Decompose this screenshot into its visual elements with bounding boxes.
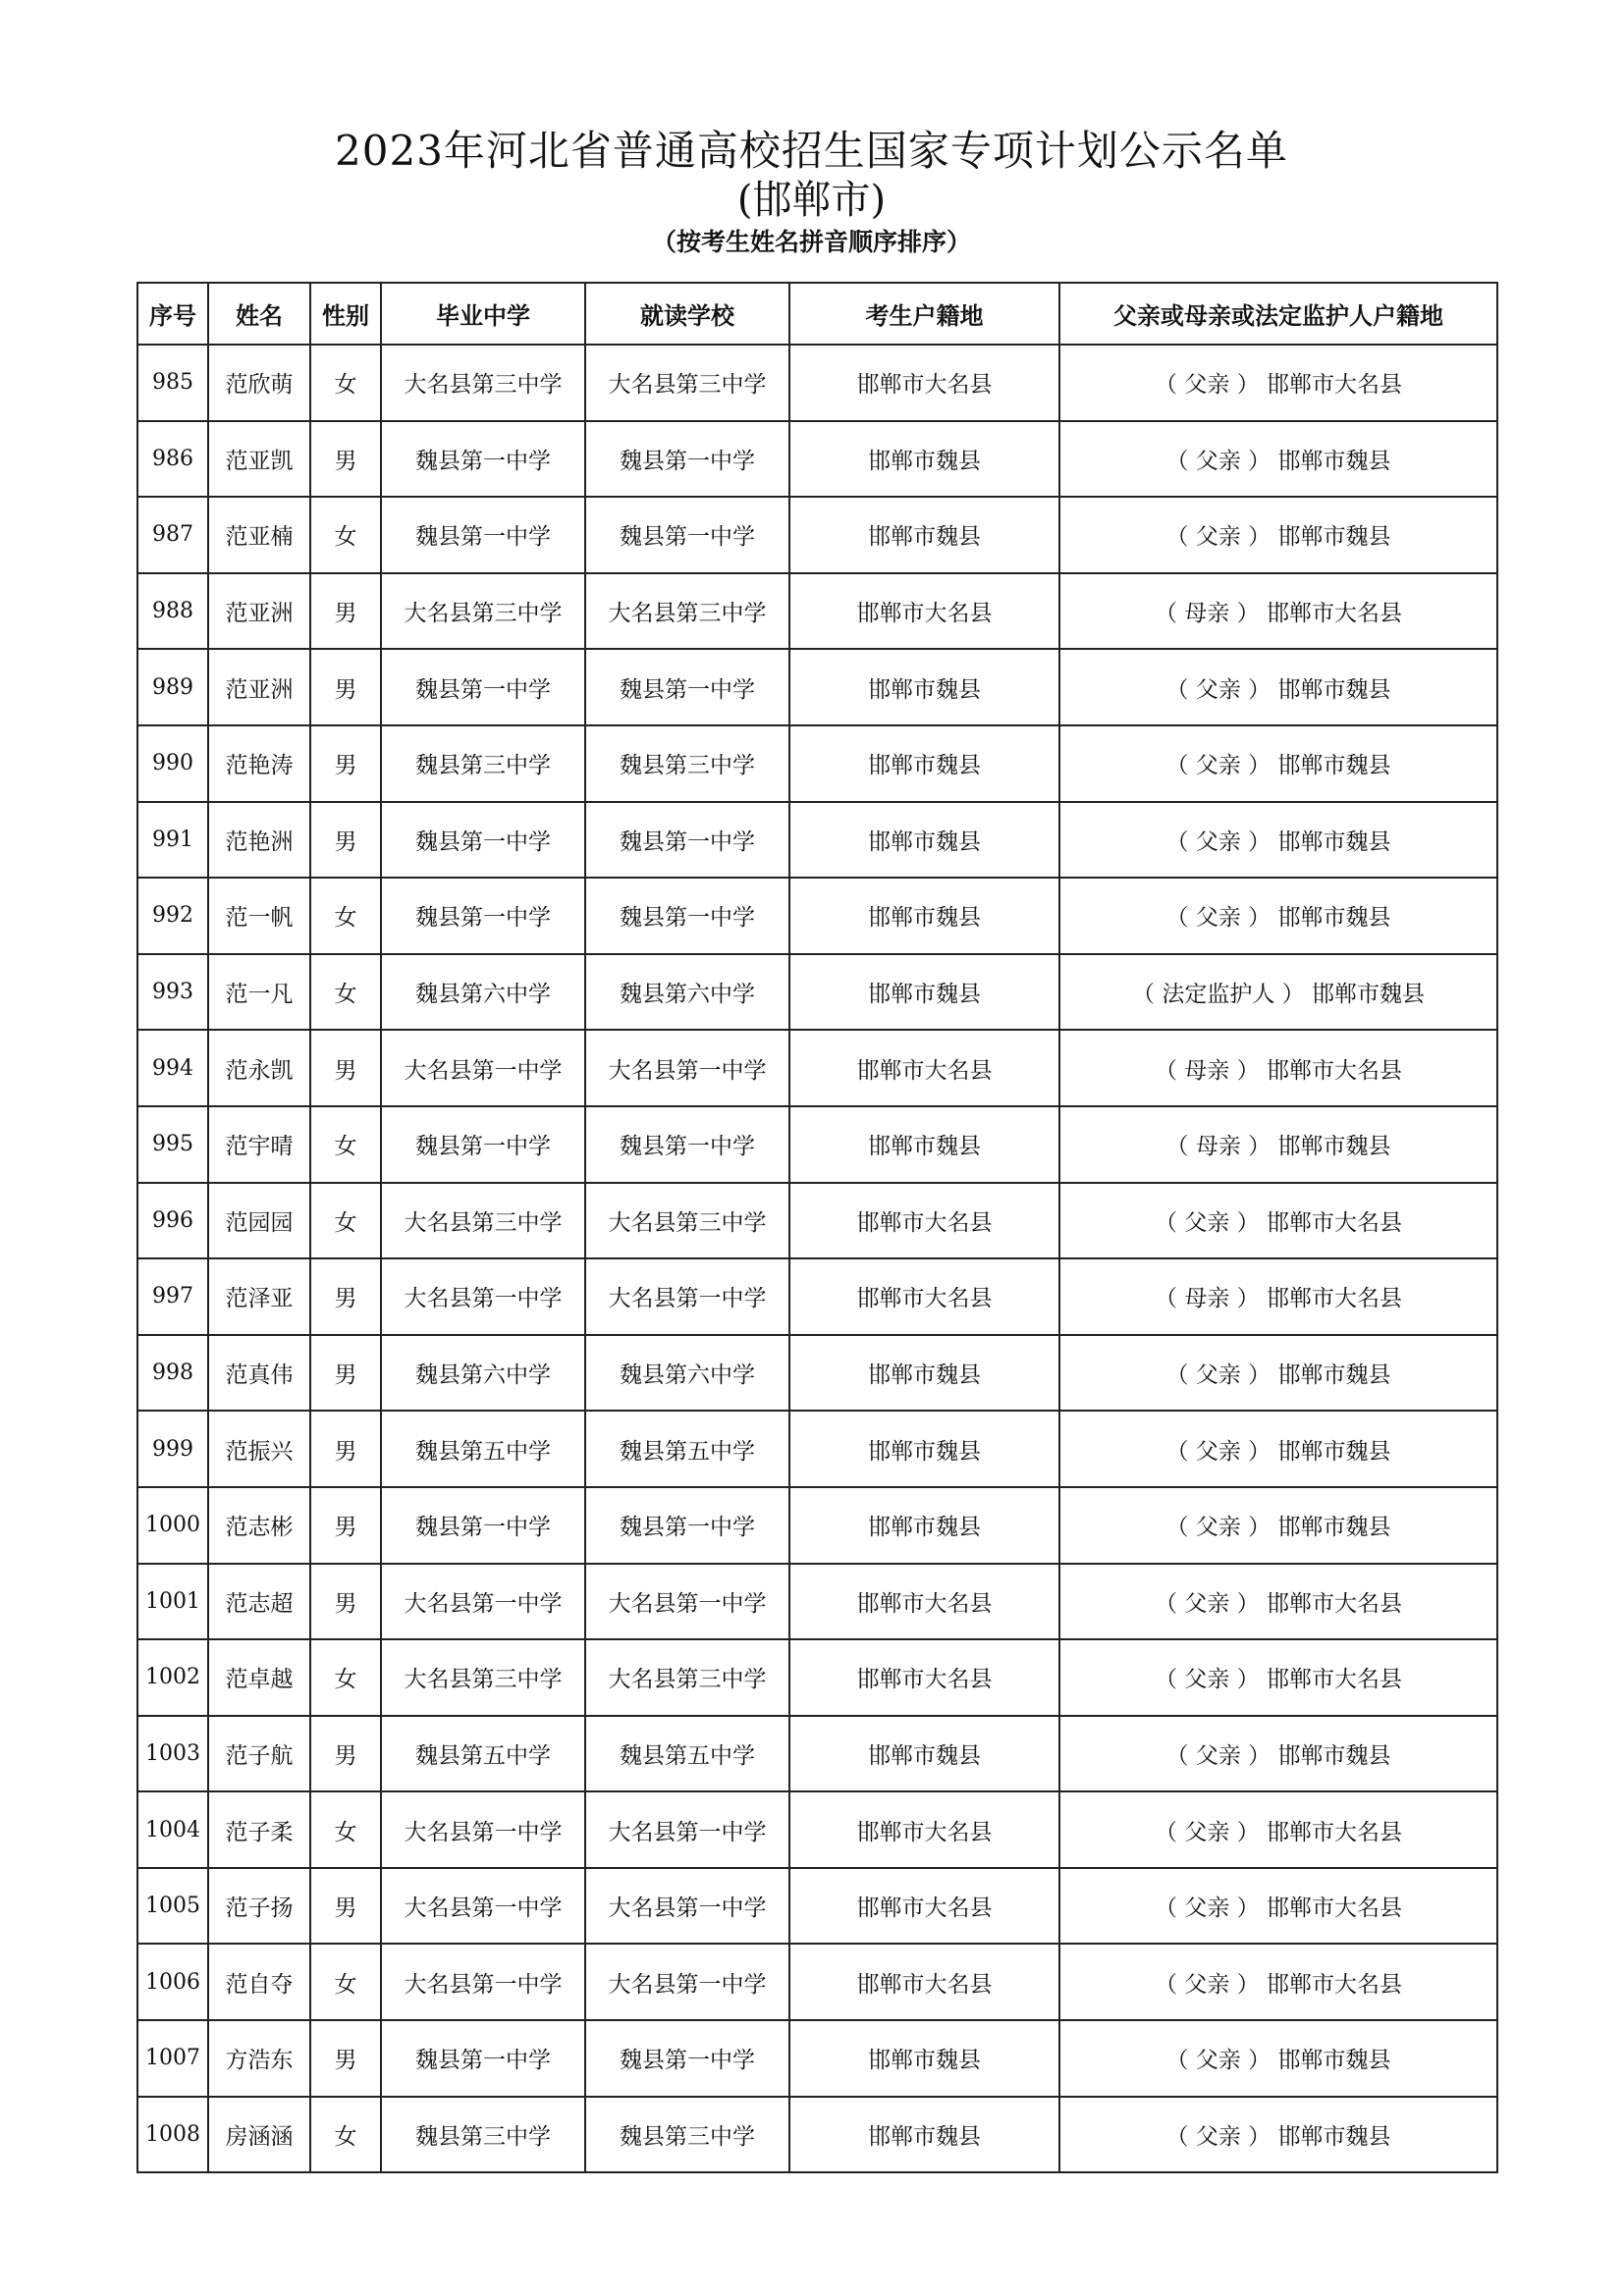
cell-guardian-hukou: （ 父亲 ） 邯郸市魏县 — [1059, 649, 1497, 725]
cell-hukou: 邯郸市魏县 — [789, 2097, 1059, 2173]
cell-current-school: 大名县第一中学 — [585, 1564, 789, 1640]
cell-gender: 女 — [310, 1639, 381, 1716]
cell-guardian-hukou: （ 父亲 ） 邯郸市魏县 — [1059, 2097, 1497, 2173]
cell-gender: 女 — [310, 1791, 381, 1868]
cell-gender: 男 — [310, 1411, 381, 1487]
cell-no: 1003 — [137, 1716, 208, 1792]
cell-current-school: 大名县第一中学 — [585, 1944, 789, 2020]
cell-current-school: 魏县第一中学 — [585, 1487, 789, 1564]
header-name: 姓名 — [208, 283, 310, 345]
cell-guardian-hukou: （ 父亲 ） 邯郸市魏县 — [1059, 1716, 1497, 1792]
cell-grad-school: 大名县第一中学 — [381, 1791, 585, 1868]
cell-guardian-hukou: （ 父亲 ） 邯郸市大名县 — [1059, 1791, 1497, 1868]
cell-gender: 男 — [310, 802, 381, 879]
cell-current-school: 魏县第三中学 — [585, 725, 789, 802]
cell-grad-school: 大名县第一中学 — [381, 1258, 585, 1335]
cell-guardian-hukou: （ 父亲 ） 邯郸市魏县 — [1059, 1411, 1497, 1487]
cell-grad-school: 大名县第三中学 — [381, 1639, 585, 1716]
cell-guardian-hukou: （ 父亲 ） 邯郸市魏县 — [1059, 2020, 1497, 2097]
cell-hukou: 邯郸市大名县 — [789, 573, 1059, 650]
table-row — [137, 954, 1497, 1031]
cell-name: 房涵涵 — [208, 2097, 310, 2173]
cell-grad-school: 魏县第三中学 — [381, 2097, 585, 2173]
cell-grad-school: 大名县第一中学 — [381, 1030, 585, 1106]
cell-no: 1000 — [137, 1487, 208, 1564]
cell-no: 1002 — [137, 1639, 208, 1716]
cell-gender: 女 — [310, 954, 381, 1031]
cell-hukou: 邯郸市魏县 — [789, 1335, 1059, 1412]
cell-grad-school: 魏县第一中学 — [381, 878, 585, 954]
table-row — [137, 1258, 1497, 1335]
cell-current-school: 大名县第三中学 — [585, 1183, 789, 1259]
cell-gender: 男 — [310, 421, 381, 498]
header-grad-school: 毕业中学 — [381, 283, 585, 345]
table-header-row — [137, 283, 1497, 345]
cell-current-school: 魏县第一中学 — [585, 802, 789, 879]
cell-no: 992 — [137, 878, 208, 954]
cell-hukou: 邯郸市魏县 — [789, 2020, 1059, 2097]
cell-gender: 男 — [310, 573, 381, 650]
cell-hukou: 邯郸市魏县 — [789, 954, 1059, 1031]
cell-no: 988 — [137, 573, 208, 650]
cell-name: 范泽亚 — [208, 1258, 310, 1335]
cell-guardian-hukou: （ 母亲 ） 邯郸市大名县 — [1059, 1030, 1497, 1106]
table-row — [137, 1183, 1497, 1259]
cell-gender: 女 — [310, 1183, 381, 1259]
cell-no: 1006 — [137, 1944, 208, 2020]
table-row — [137, 573, 1497, 650]
cell-hukou: 邯郸市魏县 — [789, 497, 1059, 573]
table-row — [137, 421, 1497, 498]
cell-gender: 男 — [310, 1716, 381, 1792]
cell-current-school: 魏县第一中学 — [585, 649, 789, 725]
cell-name: 范园园 — [208, 1183, 310, 1259]
cell-gender: 男 — [310, 1564, 381, 1640]
cell-name: 范志超 — [208, 1564, 310, 1640]
cell-name: 范真伟 — [208, 1335, 310, 1412]
cell-name: 范艳涛 — [208, 725, 310, 802]
cell-no: 994 — [137, 1030, 208, 1106]
cell-name: 范欣萌 — [208, 345, 310, 421]
cell-no: 1005 — [137, 1868, 208, 1945]
cell-current-school: 大名县第三中学 — [585, 573, 789, 650]
cell-name: 范亚洲 — [208, 573, 310, 650]
cell-grad-school: 魏县第一中学 — [381, 1487, 585, 1564]
cell-no: 989 — [137, 649, 208, 725]
cell-grad-school: 大名县第三中学 — [381, 1183, 585, 1259]
cell-guardian-hukou: （ 父亲 ） 邯郸市魏县 — [1059, 802, 1497, 879]
cell-current-school: 魏县第一中学 — [585, 2020, 789, 2097]
sort-note: （按考生姓名拼音顺序排序） — [651, 228, 971, 256]
cell-hukou: 邯郸市魏县 — [789, 802, 1059, 879]
header-hukou: 考生户籍地 — [789, 283, 1059, 345]
cell-guardian-hukou: （ 父亲 ） 邯郸市大名县 — [1059, 1639, 1497, 1716]
cell-grad-school: 大名县第三中学 — [381, 345, 585, 421]
cell-current-school: 魏县第三中学 — [585, 2097, 789, 2173]
cell-name: 范一凡 — [208, 954, 310, 1031]
header-current-school: 就读学校 — [585, 283, 789, 345]
cell-current-school: 魏县第六中学 — [585, 954, 789, 1031]
cell-hukou: 邯郸市魏县 — [789, 725, 1059, 802]
table-row — [137, 1944, 1497, 2020]
cell-guardian-hukou: （ 母亲 ） 邯郸市大名县 — [1059, 573, 1497, 650]
cell-guardian-hukou: （ 父亲 ） 邯郸市魏县 — [1059, 421, 1497, 498]
cell-grad-school: 魏县第一中学 — [381, 1106, 585, 1183]
cell-hukou: 邯郸市魏县 — [789, 1411, 1059, 1487]
student-table — [136, 282, 1498, 2173]
cell-current-school: 大名县第一中学 — [585, 1258, 789, 1335]
header-gender: 性别 — [310, 283, 381, 345]
cell-hukou: 邯郸市大名县 — [789, 345, 1059, 421]
cell-no: 1001 — [137, 1564, 208, 1640]
cell-grad-school: 魏县第一中学 — [381, 497, 585, 573]
cell-hukou: 邯郸市大名县 — [789, 1868, 1059, 1945]
cell-gender: 男 — [310, 725, 381, 802]
cell-guardian-hukou: （ 父亲 ） 邯郸市大名县 — [1059, 1183, 1497, 1259]
cell-grad-school: 魏县第六中学 — [381, 1335, 585, 1412]
cell-no: 1004 — [137, 1791, 208, 1868]
cell-name: 范亚楠 — [208, 497, 310, 573]
cell-name: 范艳洲 — [208, 802, 310, 879]
cell-hukou: 邯郸市魏县 — [789, 878, 1059, 954]
table-row — [137, 1106, 1497, 1183]
cell-name: 范卓越 — [208, 1639, 310, 1716]
cell-guardian-hukou: （ 母亲 ） 邯郸市大名县 — [1059, 1258, 1497, 1335]
cell-gender: 男 — [310, 2020, 381, 2097]
header-guardian-hukou: 父亲或母亲或法定监护人户籍地 — [1059, 283, 1497, 345]
cell-grad-school: 大名县第三中学 — [381, 573, 585, 650]
cell-guardian-hukou: （ 父亲 ） 邯郸市魏县 — [1059, 725, 1497, 802]
cell-gender: 男 — [310, 1868, 381, 1945]
cell-gender: 男 — [310, 1258, 381, 1335]
cell-hukou: 邯郸市大名县 — [789, 1183, 1059, 1259]
table-row — [137, 497, 1497, 573]
cell-guardian-hukou: （ 父亲 ） 邯郸市大名县 — [1059, 1944, 1497, 2020]
cell-name: 范亚洲 — [208, 649, 310, 725]
cell-hukou: 邯郸市大名县 — [789, 1258, 1059, 1335]
cell-no: 995 — [137, 1106, 208, 1183]
cell-gender: 女 — [310, 2097, 381, 2173]
table-row — [137, 1791, 1497, 1868]
cell-no: 990 — [137, 725, 208, 802]
cell-gender: 男 — [310, 1335, 381, 1412]
cell-no: 996 — [137, 1183, 208, 1259]
cell-name: 范子航 — [208, 1716, 310, 1792]
cell-grad-school: 大名县第一中学 — [381, 1868, 585, 1945]
cell-name: 范自夺 — [208, 1944, 310, 2020]
table-row — [137, 1335, 1497, 1412]
cell-current-school: 魏县第五中学 — [585, 1716, 789, 1792]
cell-no: 999 — [137, 1411, 208, 1487]
cell-no: 985 — [137, 345, 208, 421]
table-row — [137, 1487, 1497, 1564]
table-row — [137, 1564, 1497, 1640]
cell-hukou: 邯郸市大名县 — [789, 1639, 1059, 1716]
document-title: 2023年河北省普通高校招生国家专项计划公示名单 — [335, 127, 1288, 175]
cell-grad-school: 大名县第一中学 — [381, 1564, 585, 1640]
cell-hukou: 邯郸市魏县 — [789, 1716, 1059, 1792]
cell-name: 范志彬 — [208, 1487, 310, 1564]
cell-current-school: 魏县第一中学 — [585, 497, 789, 573]
cell-current-school: 魏县第一中学 — [585, 878, 789, 954]
cell-guardian-hukou: （ 父亲 ） 邯郸市魏县 — [1059, 497, 1497, 573]
cell-hukou: 邯郸市魏县 — [789, 421, 1059, 498]
cell-gender: 女 — [310, 878, 381, 954]
cell-guardian-hukou: （ 父亲 ） 邯郸市魏县 — [1059, 878, 1497, 954]
cell-current-school: 大名县第一中学 — [585, 1030, 789, 1106]
table-row — [137, 878, 1497, 954]
cell-guardian-hukou: （ 法定监护人 ） 邯郸市魏县 — [1059, 954, 1497, 1031]
cell-name: 范子柔 — [208, 1791, 310, 1868]
cell-current-school: 魏县第六中学 — [585, 1335, 789, 1412]
cell-current-school: 大名县第一中学 — [585, 1868, 789, 1945]
cell-name: 范子扬 — [208, 1868, 310, 1945]
cell-grad-school: 魏县第一中学 — [381, 2020, 585, 2097]
cell-current-school: 大名县第一中学 — [585, 1791, 789, 1868]
cell-hukou: 邯郸市魏县 — [789, 1106, 1059, 1183]
cell-no: 1007 — [137, 2020, 208, 2097]
table-row — [137, 649, 1497, 725]
cell-guardian-hukou: （ 母亲 ） 邯郸市魏县 — [1059, 1106, 1497, 1183]
cell-gender: 女 — [310, 1106, 381, 1183]
cell-no: 991 — [137, 802, 208, 879]
cell-grad-school: 大名县第一中学 — [381, 1944, 585, 2020]
cell-name: 范永凯 — [208, 1030, 310, 1106]
cell-current-school: 魏县第一中学 — [585, 421, 789, 498]
cell-name: 方浩东 — [208, 2020, 310, 2097]
cell-grad-school: 魏县第一中学 — [381, 421, 585, 498]
cell-gender: 男 — [310, 649, 381, 725]
cell-hukou: 邯郸市魏县 — [789, 649, 1059, 725]
table-row — [137, 725, 1497, 802]
cell-guardian-hukou: （ 父亲 ） 邯郸市魏县 — [1059, 1335, 1497, 1412]
cell-guardian-hukou: （ 父亲 ） 邯郸市大名县 — [1059, 345, 1497, 421]
cell-current-school: 魏县第五中学 — [585, 1411, 789, 1487]
cell-name: 范宇晴 — [208, 1106, 310, 1183]
cell-grad-school: 魏县第一中学 — [381, 802, 585, 879]
cell-gender: 女 — [310, 1944, 381, 2020]
cell-no: 986 — [137, 421, 208, 498]
table-row — [137, 2020, 1497, 2097]
cell-grad-school: 魏县第五中学 — [381, 1716, 585, 1792]
cell-hukou: 邯郸市大名县 — [789, 1791, 1059, 1868]
cell-grad-school: 魏县第五中学 — [381, 1411, 585, 1487]
cell-hukou: 邯郸市大名县 — [789, 1944, 1059, 2020]
cell-hukou: 邯郸市魏县 — [789, 1487, 1059, 1564]
table-row — [137, 345, 1497, 421]
cell-gender: 女 — [310, 497, 381, 573]
cell-gender: 女 — [310, 345, 381, 421]
cell-guardian-hukou: （ 父亲 ） 邯郸市魏县 — [1059, 1487, 1497, 1564]
header-no: 序号 — [137, 283, 208, 345]
table-row — [137, 1030, 1497, 1106]
table-row — [137, 1868, 1497, 1945]
cell-current-school: 魏县第一中学 — [585, 1106, 789, 1183]
cell-grad-school: 魏县第三中学 — [381, 725, 585, 802]
cell-hukou: 邯郸市大名县 — [789, 1564, 1059, 1640]
cell-guardian-hukou: （ 父亲 ） 邯郸市大名县 — [1059, 1564, 1497, 1640]
cell-gender: 男 — [310, 1030, 381, 1106]
table-row — [137, 2097, 1497, 2173]
table-row — [137, 1411, 1497, 1487]
document-subtitle: (邯郸市) — [736, 178, 887, 223]
cell-current-school: 大名县第三中学 — [585, 1639, 789, 1716]
table-row — [137, 1716, 1497, 1792]
cell-grad-school: 魏县第一中学 — [381, 649, 585, 725]
cell-hukou: 邯郸市大名县 — [789, 1030, 1059, 1106]
cell-no: 998 — [137, 1335, 208, 1412]
cell-no: 1008 — [137, 2097, 208, 2173]
cell-name: 范一帆 — [208, 878, 310, 954]
cell-name: 范亚凯 — [208, 421, 310, 498]
cell-gender: 男 — [310, 1487, 381, 1564]
cell-no: 997 — [137, 1258, 208, 1335]
table-row — [137, 802, 1497, 879]
table-row — [137, 1639, 1497, 1716]
cell-current-school: 大名县第三中学 — [585, 345, 789, 421]
cell-no: 987 — [137, 497, 208, 573]
cell-guardian-hukou: （ 父亲 ） 邯郸市大名县 — [1059, 1868, 1497, 1945]
cell-no: 993 — [137, 954, 208, 1031]
cell-name: 范振兴 — [208, 1411, 310, 1487]
cell-grad-school: 魏县第六中学 — [381, 954, 585, 1031]
